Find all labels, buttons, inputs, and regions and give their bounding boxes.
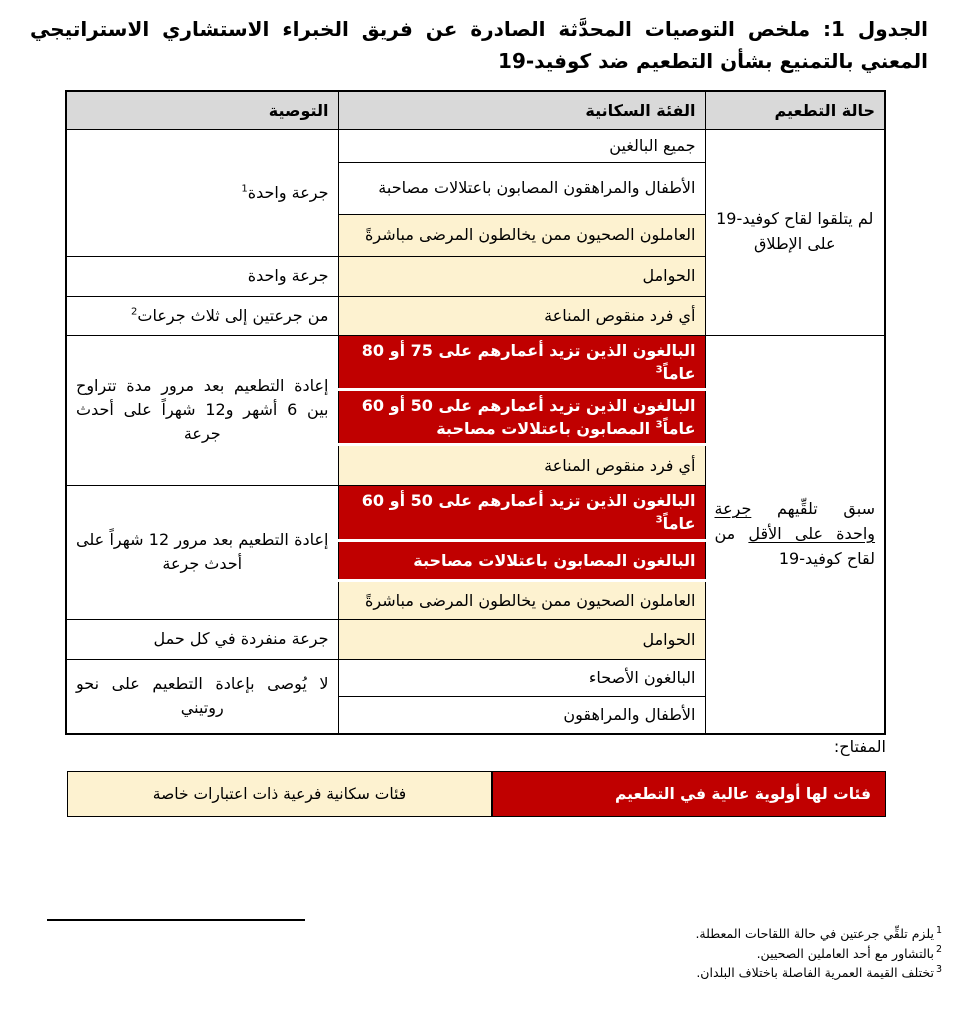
footnote-ref-1: 1 <box>241 183 248 195</box>
recommendations-table <box>65 90 886 735</box>
population-cell: جميع البالغين <box>338 129 705 162</box>
footnote-ref-3: 3 <box>655 515 663 527</box>
population-cell: البالغون الأصحاء <box>338 659 705 696</box>
header-vaccination-status: حالة التطعيم <box>705 91 885 129</box>
underlined-phrase: جرعة واحدة على الأقل <box>714 499 876 543</box>
table-row <box>66 335 885 389</box>
recommendation-cell: إعادة التطعيم بعد مرور مدة تتراوح بين 6 أشهر و12 شهراً على أحدث جرعة <box>66 335 338 486</box>
footnote-2: $^2$بالتشاور مع أحد العاملين الصحيين. <box>756 944 942 961</box>
key-special-considerations-swatch: فئات سكانية فرعية ذات اعتبارات خاصة <box>67 771 492 817</box>
population-cell: الحوامل <box>338 256 705 296</box>
table-row <box>66 129 885 162</box>
population-cell: الأطفال والمراهقون المصابون باعتلالات مصاحبة <box>338 162 705 214</box>
population-cell: العاملون الصحيون ممن يخالطون المرضى مباشرةً <box>338 214 705 256</box>
population-cell-high-priority: البالغون الذين تزيد أعمارهم على 50 أو 60 عاماً$^3$ <box>338 486 705 540</box>
header-population-group: الفئة السكانية <box>338 91 705 129</box>
recommendation-cell: جرعة واحدة$^1$ <box>66 129 338 256</box>
footnote-ref-3: 3 <box>655 364 663 376</box>
population-cell: أي فرد منقوص المناعة <box>338 296 705 335</box>
population-cell: الحوامل <box>338 619 705 659</box>
footnotes <box>695 924 942 983</box>
key-legend <box>67 771 886 817</box>
key-high-priority-swatch: فئات لها أولوية عالية في التطعيم <box>492 771 886 817</box>
footnote-ref-2: 2 <box>131 306 138 318</box>
page-title: الجدول 1: ملخص التوصيات المحدَّثة الصادرة عن فريق الخبراء الاستشاري الاستراتيجي المعني بالتمنيع بشأن التطعيم ضد كوفيد-19 <box>30 17 928 74</box>
footnote-1: $^1$يلزم تلقِّي جرعتين في حالة اللقاحات المعطلة. <box>695 924 942 941</box>
status-cell-prior-dose: سبق تلقِّيهم جرعة واحدة على الأقل من لقاح كوفيد-19 <box>705 335 885 734</box>
recommendation-cell: لا يُوصى بإعادة التطعيم على نحو روتيني <box>66 659 338 734</box>
recommendation-cell: إعادة التطعيم بعد مرور 12 شهراً على أحدث جرعة <box>66 486 338 619</box>
recommendation-cell: جرعة واحدة <box>66 256 338 296</box>
population-cell: أي فرد منقوص المناعة <box>338 445 705 486</box>
population-cell-high-priority: البالغون الذين تزيد أعمارهم على 50 أو 60 عاماً$^3$ المصابون باعتلالات مصاحبة <box>338 389 705 444</box>
footnote-ref-3: 3 <box>655 419 663 431</box>
population-cell: العاملون الصحيون ممن يخالطون المرضى مباشرةً <box>338 580 705 619</box>
status-cell-never-vaccinated: لم يتلقوا لقاح كوفيد-19 على الإطلاق <box>705 129 885 335</box>
footnote-3: $^3$تختلف القيمة العمرية الفاصلة باختلاف البلدان. <box>696 963 942 980</box>
header-recommendation: التوصية <box>66 91 338 129</box>
key-label: المفتاح: <box>833 737 886 756</box>
footnote-separator <box>47 919 305 921</box>
table-header-row <box>66 91 885 129</box>
recommendation-cell: من جرعتين إلى ثلاث جرعات$^2$ <box>66 296 338 335</box>
population-cell: الأطفال والمراهقون <box>338 696 705 734</box>
recommendation-cell: جرعة منفردة في كل حمل <box>66 619 338 659</box>
population-cell-high-priority: البالغون الذين تزيد أعمارهم على 75 أو 80 عاماً$^3$ <box>338 335 705 389</box>
population-cell-high-priority: البالغون المصابون باعتلالات مصاحبة <box>338 540 705 580</box>
